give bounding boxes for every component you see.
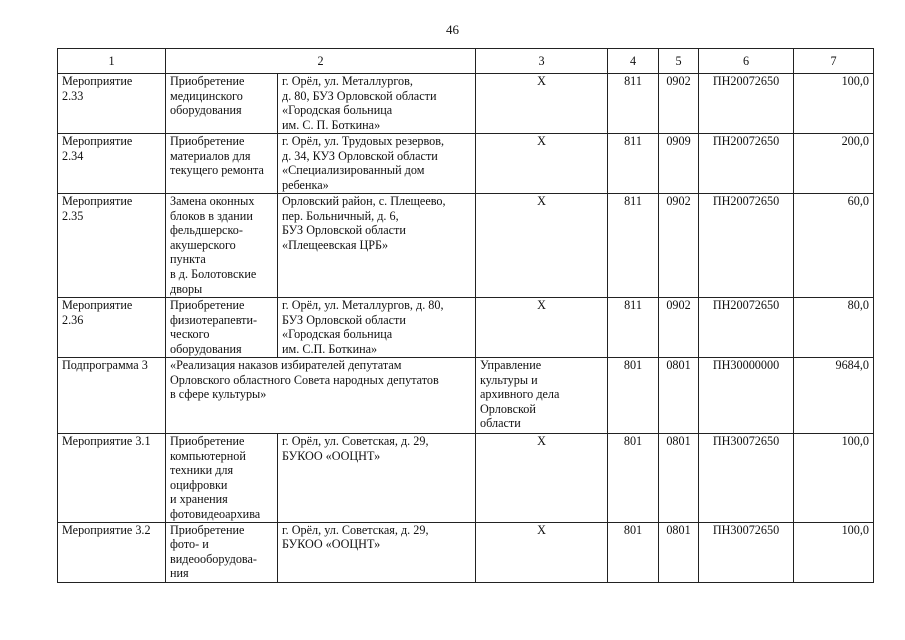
table-row [58,134,874,194]
subprogram-name: Подпрограмма 3 [58,358,166,434]
header-cell: 3 [476,49,608,74]
code-target: ПН20072650 [699,134,794,194]
administrator: Х [476,134,608,194]
measure-name: Мероприятие 2.33 [58,74,166,134]
measure-description: Замена оконных блоков в здании фельдшерско- акушерского пункта в д. Болотовские дворы [166,194,278,298]
measure-description: Приобретение материалов для текущего ремонта [166,134,278,194]
code-grbs: 811 [608,134,659,194]
table-row [58,434,874,523]
budget-table [57,48,874,583]
administrator: Х [476,522,608,582]
code-section: 0902 [659,298,699,358]
code-section: 0801 [659,358,699,434]
header-cell: 5 [659,49,699,74]
header-cell: 4 [608,49,659,74]
code-section: 0801 [659,522,699,582]
measure-address: г. Орёл, ул. Советская, д. 29, БУКОО «ООЦНТ» [278,434,476,523]
code-grbs: 811 [608,298,659,358]
measure-description: Приобретение медицинского оборудования [166,74,278,134]
code-grbs: 801 [608,434,659,523]
table-row [58,194,874,298]
header-cell: 7 [794,49,874,74]
measure-name: Мероприятие 2.36 [58,298,166,358]
header-row [58,49,874,74]
administrator: Х [476,194,608,298]
code-target: ПН20072650 [699,298,794,358]
administrator: Х [476,74,608,134]
page-number: 46 [446,22,459,37]
code-section: 0909 [659,134,699,194]
measure-description: Приобретение фото- и видеооборудова- ния [166,522,278,582]
code-section: 0902 [659,194,699,298]
code-grbs: 811 [608,194,659,298]
amount: 100,0 [794,74,874,134]
measure-name: Мероприятие 3.2 [58,522,166,582]
table-row [58,74,874,134]
amount: 60,0 [794,194,874,298]
measure-address: Орловский район, с. Плещеево, пер. Больничный, д. 6, БУЗ Орловской области «Плещеевская ЦРБ» [278,194,476,298]
code-grbs: 801 [608,522,659,582]
administrator: Х [476,298,608,358]
code-section: 0801 [659,434,699,523]
measure-address: г. Орёл, ул. Советская, д. 29, БУКОО «ООЦНТ» [278,522,476,582]
table-row [58,522,874,582]
header-cell: 2 [166,49,476,74]
measure-address: г. Орёл, ул. Трудовых резервов, д. 34, КУЗ Орловской области «Специализированный дом ребенка» [278,134,476,194]
header-cell: 1 [58,49,166,74]
measure-address: г. Орёл, ул. Металлургов, д. 80, БУЗ Орловской области «Городская больница им. С. П. Боткина» [278,74,476,134]
code-target: ПН20072650 [699,74,794,134]
amount: 100,0 [794,522,874,582]
administrator: Управление культуры и архивного дела Орловской области [476,358,608,434]
subprogram-row [58,358,874,434]
code-grbs: 801 [608,358,659,434]
code-target: ПН20072650 [699,194,794,298]
measure-name: Мероприятие 2.35 [58,194,166,298]
measure-description: Приобретение физиотерапевти- ческого оборудования [166,298,278,358]
measure-name: Мероприятие 3.1 [58,434,166,523]
code-target: ПН30000000 [699,358,794,434]
amount: 100,0 [794,434,874,523]
code-target: ПН30072650 [699,434,794,523]
measure-description: Приобретение компьютерной техники для оцифровки и хранения фотовидеоархива [166,434,278,523]
amount: 9684,0 [794,358,874,434]
table-row [58,298,874,358]
measure-address: г. Орёл, ул. Металлургов, д. 80, БУЗ Орловской области «Городская больница им. С.П. Боткина» [278,298,476,358]
subprogram-title: «Реализация наказов избирателей депутатам Орловского областного Совета народных депутатов в сфере культуры» [166,358,476,434]
code-section: 0902 [659,74,699,134]
code-target: ПН30072650 [699,522,794,582]
administrator: Х [476,434,608,523]
code-grbs: 811 [608,74,659,134]
amount: 200,0 [794,134,874,194]
header-cell: 6 [699,49,794,74]
measure-name: Мероприятие 2.34 [58,134,166,194]
amount: 80,0 [794,298,874,358]
